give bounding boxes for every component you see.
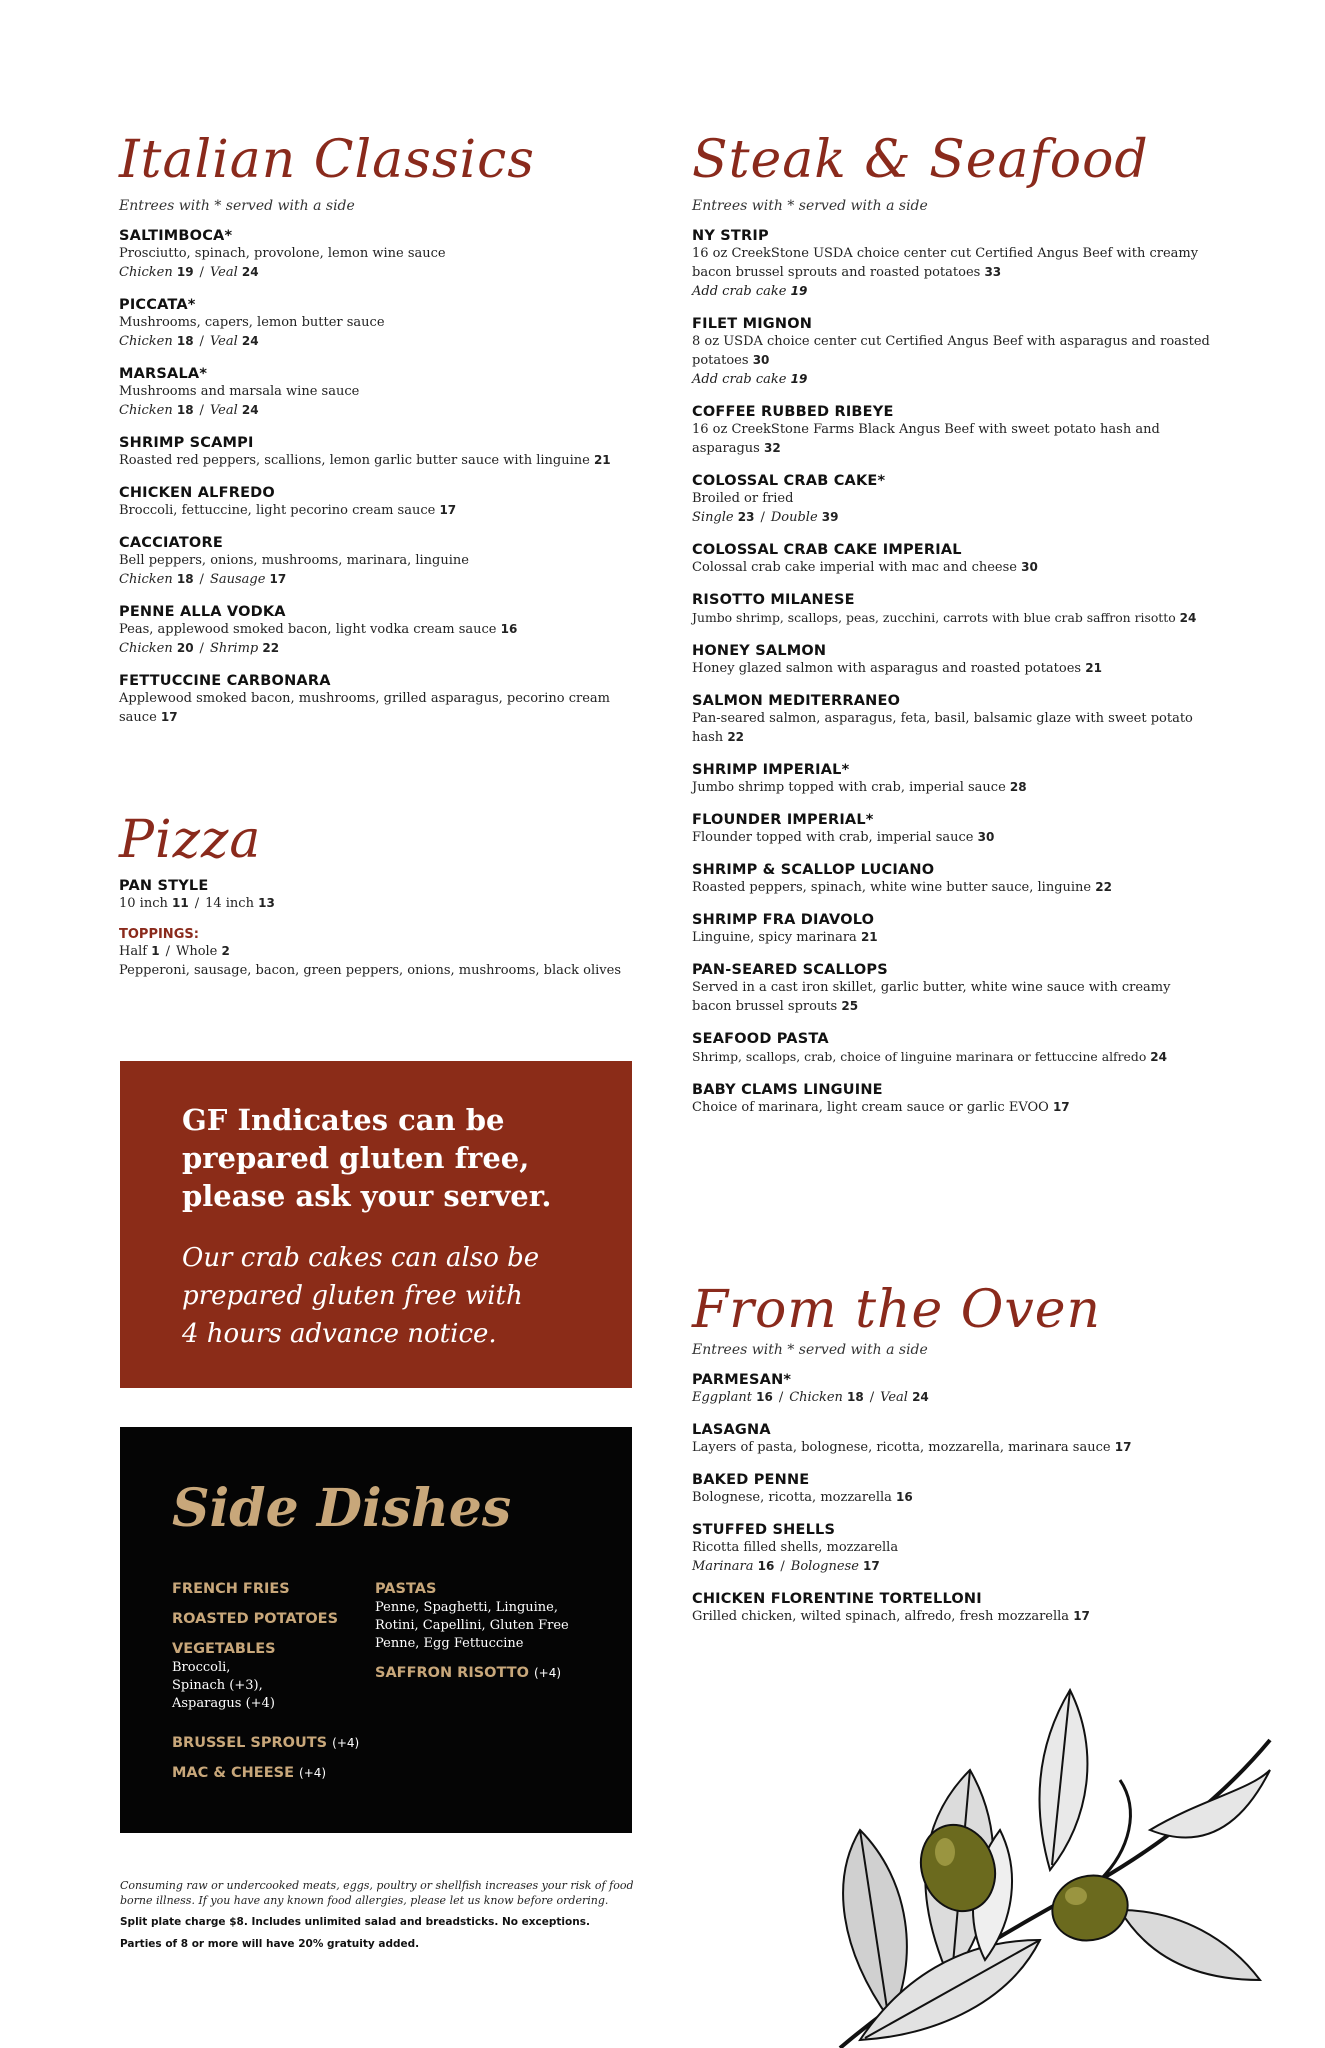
side-veg-1: Broccoli, — [172, 1660, 231, 1675]
gluten-free-notice — [120, 1061, 632, 1388]
item-desc: 16 oz CreekStone Farms Black Angus Beef with sweet potato hash and asparagus 32 — [692, 422, 1160, 456]
item-options: Chicken 18 / Veal 24 — [119, 403, 259, 418]
menu-item — [692, 473, 1212, 527]
split-plate-note: Split plate charge $8. Includes unlimited salad and breadsticks. No exceptions. — [120, 1916, 590, 1928]
side-dishes-column-2 — [375, 1579, 605, 1683]
side-dishes-column-1 — [172, 1579, 372, 1783]
pizza-title: Pizza — [119, 810, 262, 870]
item-desc: Layers of pasta, bolognese, ricotta, mozzarella, marinara sauce 17 — [692, 1440, 1132, 1455]
item-options: Chicken 18 / Veal 24 — [119, 334, 259, 349]
side-brussel-sprouts: BRUSSEL SPROUTS (+4) — [172, 1735, 360, 1751]
item-desc: Shrimp, scallops, crab, choice of linguine marinara or fettuccine alfredo 24 — [692, 1049, 1167, 1064]
steak-seafood-title: Steak & Seafood — [692, 130, 1149, 190]
item-name: CHICKEN ALFREDO — [119, 485, 275, 501]
item-name: COLOSSAL CRAB CAKE* — [692, 473, 886, 489]
menu-item — [692, 1472, 1212, 1507]
item-desc: Grilled chicken, wilted spinach, alfredo, fresh mozzarella 17 — [692, 1609, 1090, 1624]
item-name: PARMESAN* — [692, 1372, 792, 1388]
item-name: SALMON MEDITERRANEO — [692, 693, 901, 709]
menu-item — [692, 404, 1212, 458]
menu-item — [119, 435, 639, 470]
side-french-fries: FRENCH FRIES — [172, 1581, 290, 1597]
food-warning: Consuming raw or undercooked meats, eggs, poultry or shellfish increases your risk of food borne illness. If you have any known food allergies, please let us know before ordering. — [120, 1879, 634, 1907]
menu-item — [692, 592, 1212, 628]
gf-headline: GF Indicates can be prepared gluten free, please ask your server. — [182, 1103, 552, 1213]
from-the-oven-subtitle: Entrees with * served with a side — [692, 1342, 928, 1358]
pizza-section — [119, 878, 639, 980]
item-name: COFFEE RUBBED RIBEYE — [692, 404, 894, 420]
item-addon: Add crab cake 19 — [692, 372, 808, 387]
pizza-style-name: PAN STYLE — [119, 878, 209, 894]
item-desc: Broccoli, fettuccine, light pecorino cream sauce 17 — [119, 503, 457, 518]
menu-item — [119, 297, 639, 351]
item-desc: Linguine, spicy marinara 21 — [692, 930, 878, 945]
menu-item — [692, 1522, 1212, 1576]
item-options: Chicken 19 / Veal 24 — [119, 265, 259, 280]
item-name: RISOTTO MILANESE — [692, 592, 855, 608]
menu-item — [692, 1082, 1212, 1117]
gratuity-note: Parties of 8 or more will have 20% gratuity added. — [120, 1938, 420, 1950]
item-desc: Jumbo shrimp topped with crab, imperial sauce 28 — [692, 780, 1027, 795]
item-desc: Roasted red peppers, scallions, lemon garlic butter sauce with linguine 21 — [119, 453, 611, 468]
item-desc: Jumbo shrimp, scallops, peas, zucchini, carrots with blue crab saffron risotto 24 — [692, 610, 1197, 625]
item-name: SHRIMP & SCALLOP LUCIANO — [692, 862, 935, 878]
menu-item — [692, 228, 1212, 301]
item-name: NY STRIP — [692, 228, 769, 244]
item-options: Chicken 20 / Shrimp 22 — [119, 641, 280, 656]
item-name: HONEY SALMON — [692, 643, 827, 659]
menu-item — [692, 542, 1212, 577]
menu-item — [119, 604, 639, 658]
from-the-oven-title: From the Oven — [692, 1280, 1102, 1340]
menu-item — [692, 812, 1212, 847]
side-saffron-risotto: SAFFRON RISOTTO (+4) — [375, 1665, 562, 1681]
item-name: FLOUNDER IMPERIAL* — [692, 812, 874, 828]
menu-item — [119, 366, 639, 420]
side-dishes-section — [120, 1427, 632, 1833]
menu-item — [692, 693, 1212, 747]
italian-classics-section — [119, 128, 639, 742]
menu-item — [692, 643, 1212, 678]
menu-item — [692, 762, 1212, 797]
gf-crab-note: Our crab cakes can also be prepared gluten free with 4 hours advance notice. — [182, 1243, 540, 1349]
side-mac-cheese: MAC & CHEESE (+4) — [172, 1765, 327, 1781]
item-desc: Honey glazed salmon with asparagus and roasted potatoes 21 — [692, 661, 1102, 676]
item-name: FETTUCCINE CARBONARA — [119, 673, 331, 689]
item-options: Marinara 16 / Bolognese 17 — [692, 1559, 880, 1574]
italian-classics-subtitle: Entrees with * served with a side — [119, 198, 355, 214]
item-name: SHRIMP IMPERIAL* — [692, 762, 850, 778]
item-desc: Served in a cast iron skillet, garlic butter, white wine sauce with creamy bacon brussel sprouts 25 — [692, 980, 1171, 1014]
steak-seafood-section — [692, 128, 1212, 1132]
item-name: SALTIMBOCA* — [119, 228, 233, 244]
menu-item — [692, 1422, 1212, 1457]
item-name: FILET MIGNON — [692, 316, 813, 332]
item-name: SHRIMP SCAMPI — [119, 435, 254, 451]
item-name: STUFFED SHELLS — [692, 1522, 836, 1538]
menu-item — [692, 912, 1212, 947]
toppings-label: TOPPINGS: — [119, 927, 199, 942]
from-the-oven-section — [692, 1342, 1212, 1641]
item-name: SEAFOOD PASTA — [692, 1031, 829, 1047]
item-options: Single 23 / Double 39 — [692, 510, 839, 525]
item-desc: Ricotta filled shells, mozzarella — [692, 1540, 899, 1555]
item-desc: 8 oz USDA choice center cut Certified Angus Beef with asparagus and roasted potatoes 30 — [692, 334, 1210, 368]
item-name: PENNE ALLA VODKA — [119, 604, 286, 620]
menu-item — [692, 962, 1212, 1016]
item-name: LASAGNA — [692, 1422, 771, 1438]
item-name: CACCIATORE — [119, 535, 223, 551]
menu-item — [119, 673, 639, 727]
side-vegetables: VEGETABLES — [172, 1641, 276, 1657]
item-name: SHRIMP FRA DIAVOLO — [692, 912, 875, 928]
item-name: COLOSSAL CRAB CAKE IMPERIAL — [692, 542, 962, 558]
fine-print — [120, 1878, 640, 1952]
toppings-prices: Half 1 / Whole 2 — [119, 944, 230, 959]
toppings-list: Pepperoni, sausage, bacon, green peppers, onions, mushrooms, black olives — [119, 963, 622, 978]
item-name: PICCATA* — [119, 297, 196, 313]
item-desc: Bolognese, ricotta, mozzarella 16 — [692, 1490, 913, 1505]
item-name: BABY CLAMS LINGUINE — [692, 1082, 883, 1098]
menu-item — [119, 485, 639, 520]
item-desc: Choice of marinara, light cream sauce or garlic EVOO 17 — [692, 1100, 1070, 1115]
item-desc: Mushrooms, capers, lemon butter sauce — [119, 315, 385, 330]
side-roasted-potatoes: ROASTED POTATOES — [172, 1611, 339, 1627]
menu-item — [692, 1591, 1212, 1626]
item-name: CHICKEN FLORENTINE TORTELLONI — [692, 1591, 982, 1607]
side-veg-3: Asparagus (+4) — [172, 1696, 275, 1711]
item-desc: Broiled or fried — [692, 491, 794, 506]
side-dishes-title: Side Dishes — [172, 1478, 512, 1539]
menu-item — [692, 316, 1212, 389]
menu-item — [692, 862, 1212, 897]
item-desc: Pan-seared salmon, asparagus, feta, basil, balsamic glaze with sweet potato hash 22 — [692, 711, 1193, 745]
item-desc: Peas, applewood smoked bacon, light vodka cream sauce 16 — [119, 622, 518, 637]
item-desc: Applewood smoked bacon, mushrooms, grilled asparagus, pecorino cream sauce 17 — [119, 691, 610, 725]
olive-branch-icon — [800, 1680, 1280, 2048]
item-desc: 16 oz CreekStone USDA choice center cut Certified Angus Beef with creamy bacon brussel sprouts and roasted potatoes 33 — [692, 246, 1199, 280]
italian-classics-title: Italian Classics — [119, 130, 535, 190]
item-desc: Bell peppers, onions, mushrooms, marinara, linguine — [119, 553, 469, 568]
item-name: BAKED PENNE — [692, 1472, 810, 1488]
item-desc: Mushrooms and marsala wine sauce — [119, 384, 360, 399]
menu-item — [692, 1372, 1212, 1407]
item-desc: Flounder topped with crab, imperial sauce 30 — [692, 830, 995, 845]
menu-item — [119, 535, 639, 589]
item-options: Eggplant 16 / Chicken 18 / Veal 24 — [692, 1390, 929, 1405]
item-addon: Add crab cake 19 — [692, 284, 808, 299]
item-name: MARSALA* — [119, 366, 208, 382]
item-name: PAN-SEARED SCALLOPS — [692, 962, 888, 978]
item-desc: Colossal crab cake imperial with mac and cheese 30 — [692, 560, 1038, 575]
item-options: Chicken 18 / Sausage 17 — [119, 572, 287, 587]
steak-seafood-subtitle: Entrees with * served with a side — [692, 198, 928, 214]
item-desc: Prosciutto, spinach, provolone, lemon wine sauce — [119, 246, 446, 261]
side-veg-2: Spinach (+3), — [172, 1678, 263, 1693]
item-desc: Roasted peppers, spinach, white wine butter sauce, linguine 22 — [692, 880, 1112, 895]
pizza-sizes: 10 inch 11 / 14 inch 13 — [119, 896, 275, 911]
side-pastas: PASTAS — [375, 1581, 437, 1597]
menu-item — [119, 228, 639, 282]
menu-item — [692, 1031, 1212, 1067]
side-pastas-desc: Penne, Spaghetti, Linguine, Rotini, Capellini, Gluten Free Penne, Egg Fettuccine — [375, 1600, 569, 1651]
